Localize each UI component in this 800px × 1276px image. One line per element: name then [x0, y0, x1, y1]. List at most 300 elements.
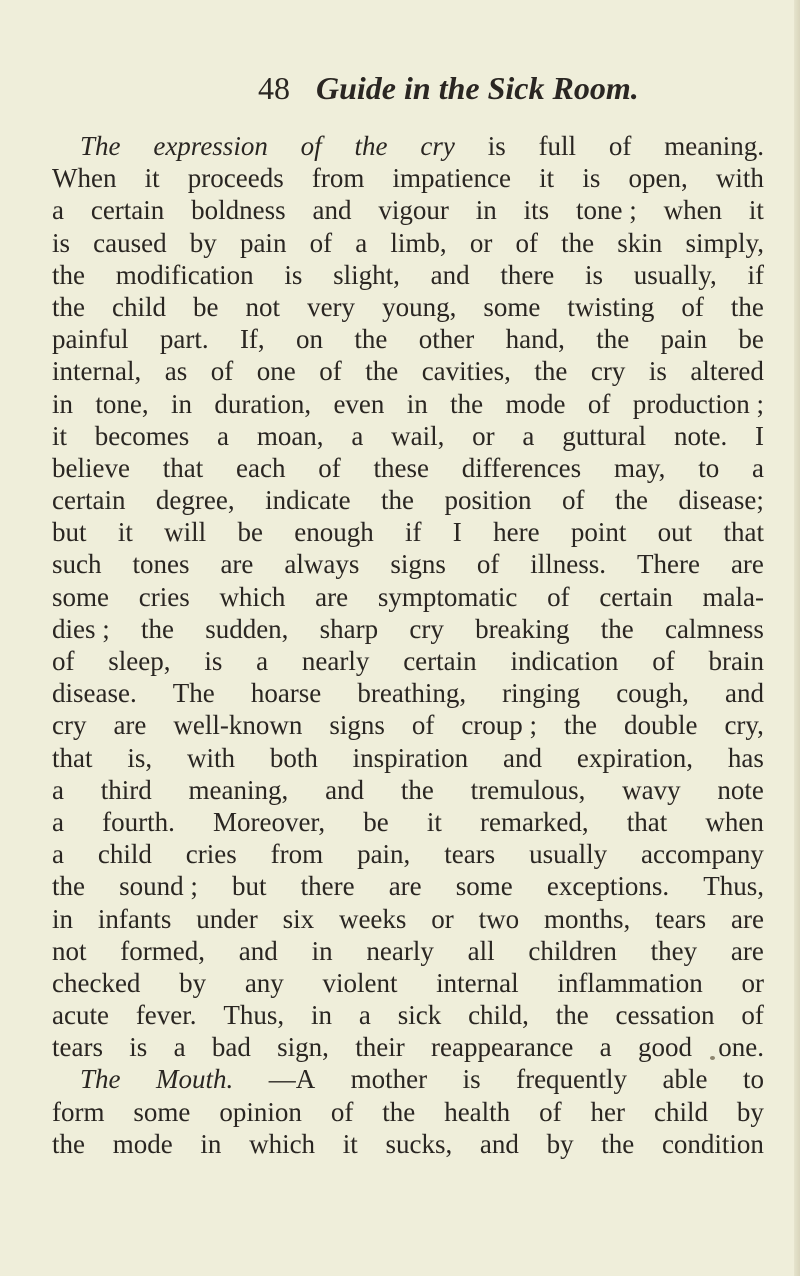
word: other	[418, 324, 475, 355]
word: the	[730, 291, 764, 322]
word: in	[52, 388, 74, 419]
word: If,	[239, 324, 265, 355]
word: the	[365, 356, 399, 387]
word: croup ;	[461, 710, 538, 741]
word: hoarse	[250, 678, 322, 709]
word: very	[307, 291, 356, 322]
word: one	[256, 356, 296, 387]
word: meaning,	[188, 774, 289, 805]
word: that	[162, 452, 204, 483]
word: a	[256, 646, 269, 676]
word: the	[564, 710, 598, 741]
word: months,	[544, 903, 631, 934]
word: remarked,	[479, 806, 589, 837]
word: are	[315, 581, 349, 612]
word: is	[582, 163, 601, 194]
word: vigour	[378, 195, 449, 226]
word: the	[52, 259, 85, 290]
word: expiration,	[576, 742, 694, 773]
word: exceptions.	[546, 871, 670, 902]
word: ringing	[502, 678, 581, 709]
word: a	[599, 1032, 612, 1063]
word: acute	[52, 1000, 109, 1031]
word: meaning.	[664, 131, 764, 161]
text-line	[52, 484, 764, 516]
word: in	[475, 195, 497, 226]
word: there	[500, 259, 555, 290]
word: which	[249, 1128, 316, 1159]
word: internal,	[52, 356, 142, 387]
word: tones	[132, 549, 190, 580]
italic-word: expression	[153, 131, 268, 161]
word: fever.	[135, 1000, 197, 1031]
text-line	[52, 999, 764, 1031]
word: the	[555, 1000, 589, 1031]
word: a	[355, 227, 368, 258]
text-line	[52, 1096, 764, 1128]
word: When	[52, 163, 117, 194]
page-number: 48	[258, 70, 290, 106]
word: both	[269, 742, 318, 773]
text-line	[52, 645, 764, 677]
word: the	[52, 1128, 85, 1159]
word: becomes	[94, 420, 190, 451]
text-line	[52, 420, 764, 452]
text-line	[52, 870, 764, 902]
text-line	[52, 1031, 764, 1063]
word: by	[179, 967, 207, 998]
word: are	[730, 549, 764, 580]
word: cries	[185, 839, 237, 870]
word: of	[309, 227, 333, 258]
text-line	[52, 162, 764, 194]
ink-speck	[710, 1056, 715, 1060]
word: of	[547, 581, 570, 612]
word: all	[467, 935, 495, 966]
word: the	[596, 324, 630, 355]
word: the	[52, 291, 85, 322]
text-line	[52, 581, 764, 613]
word: symptomatic	[377, 581, 518, 612]
word: pain,	[357, 839, 411, 870]
word: signs	[329, 710, 385, 741]
word: by	[546, 1128, 574, 1159]
word: internal	[436, 967, 519, 998]
word: usually	[529, 839, 608, 870]
text-line	[52, 516, 764, 548]
word: even	[333, 388, 385, 419]
word: moan,	[256, 420, 324, 451]
word: dies ;	[52, 613, 110, 644]
word: out	[657, 517, 693, 548]
word: of	[476, 549, 500, 580]
word: tears	[52, 1032, 103, 1063]
word: in	[52, 903, 74, 934]
text-line	[52, 130, 764, 162]
word: note.	[673, 420, 728, 451]
word: the	[534, 356, 568, 387]
word: but	[231, 871, 267, 902]
word: has	[727, 742, 764, 773]
word: it	[539, 163, 555, 194]
word: by	[736, 1096, 764, 1127]
word: hand,	[505, 324, 565, 355]
word: cry,	[724, 710, 764, 741]
word: a	[52, 839, 64, 870]
word: part.	[159, 324, 209, 355]
word: the	[600, 613, 634, 644]
word: be	[193, 291, 219, 322]
word: modification	[115, 259, 254, 290]
word: there	[300, 871, 355, 902]
text-line	[52, 742, 764, 774]
word: if	[405, 517, 422, 548]
word: young,	[382, 291, 457, 322]
word: is	[52, 227, 71, 258]
word: to	[742, 1064, 764, 1095]
word: disease.	[52, 678, 137, 709]
word: a	[522, 420, 535, 451]
word: in	[311, 1000, 333, 1031]
word: formed,	[120, 935, 206, 966]
word: or	[431, 903, 454, 934]
word: pain	[660, 324, 708, 355]
word: frequently	[516, 1064, 628, 1095]
italic-word: cry	[420, 131, 455, 161]
word: point	[570, 517, 627, 548]
word: be	[738, 324, 764, 355]
word: sharp	[319, 613, 379, 644]
word: of	[587, 388, 611, 419]
word: their	[355, 1032, 405, 1063]
word: of	[318, 452, 341, 483]
word: is	[648, 356, 667, 387]
word: duration,	[214, 388, 312, 419]
word: cry	[590, 356, 626, 387]
word: cry	[409, 613, 444, 644]
word: violent	[322, 967, 398, 998]
word: but	[52, 517, 87, 548]
word: tears	[655, 903, 707, 934]
word: child	[97, 839, 152, 870]
italic-word: of	[300, 131, 322, 161]
word: of	[411, 710, 435, 741]
word: with	[186, 742, 235, 773]
word: if	[747, 259, 764, 290]
word: painful	[52, 324, 129, 355]
word: open,	[628, 163, 688, 194]
text-line	[52, 227, 764, 259]
word: when	[705, 806, 764, 837]
word: tears	[444, 839, 496, 870]
word: I	[754, 420, 764, 451]
word: wavy	[622, 774, 681, 805]
text-line	[52, 388, 764, 420]
word: opinion	[219, 1096, 302, 1127]
word: disease;	[678, 485, 764, 516]
word: good	[637, 1032, 692, 1063]
word: the	[601, 1128, 635, 1159]
word: a	[751, 452, 764, 483]
text-line	[52, 774, 764, 806]
word: are	[113, 710, 147, 741]
text-line	[52, 291, 764, 323]
word: There	[637, 549, 700, 580]
italic-word: The	[80, 131, 121, 161]
word: in	[170, 388, 192, 419]
word: and	[312, 195, 352, 226]
word: a	[52, 774, 64, 805]
word: that	[723, 517, 764, 548]
word: it	[52, 420, 68, 451]
word: reappearance	[430, 1032, 574, 1063]
word: in	[311, 935, 333, 966]
word: —A	[268, 1064, 316, 1095]
word: health	[444, 1096, 511, 1127]
word: certain	[90, 195, 165, 226]
word: The	[172, 678, 215, 709]
word: the	[400, 774, 434, 805]
word: calmness	[664, 613, 764, 644]
word: by	[189, 227, 217, 258]
word: of	[210, 356, 234, 387]
word: the	[140, 613, 174, 644]
word: indicate	[265, 485, 351, 516]
word: is	[129, 1032, 148, 1063]
word: is	[462, 1064, 481, 1095]
word: degree,	[155, 485, 235, 516]
word: checked	[52, 967, 141, 998]
word: nearly	[301, 646, 370, 676]
word: child	[112, 291, 167, 322]
word: are	[220, 549, 254, 580]
word: Thus,	[703, 871, 764, 902]
word: one.	[718, 1032, 764, 1063]
word: with	[715, 163, 764, 194]
word: cries	[138, 581, 190, 612]
italic-word: the	[354, 131, 388, 161]
word: certain	[599, 581, 673, 612]
word: signs	[390, 549, 446, 580]
word: form	[52, 1096, 105, 1127]
word: it	[748, 195, 764, 226]
word: be	[237, 517, 263, 548]
word: any	[244, 967, 284, 998]
word: as	[164, 356, 188, 387]
word: child,	[468, 1000, 529, 1031]
word: some	[52, 581, 109, 612]
word: a	[358, 1000, 371, 1031]
word: when	[663, 195, 723, 226]
italic-word: The	[80, 1064, 121, 1095]
italic-word: Mouth.	[155, 1064, 234, 1095]
word: her	[590, 1096, 626, 1127]
word: accompany	[641, 839, 764, 870]
word: third	[100, 774, 152, 805]
text-line	[52, 903, 764, 935]
text-line	[52, 1128, 764, 1160]
word: a	[52, 195, 64, 226]
word: under	[196, 903, 258, 934]
word: mode	[112, 1128, 173, 1159]
word: and	[238, 935, 278, 966]
word: cessation	[615, 1000, 715, 1031]
word: sound ;	[119, 871, 198, 902]
word: tone ;	[575, 195, 637, 226]
word: sudden,	[205, 613, 289, 644]
word: able	[662, 1064, 708, 1095]
word: usually,	[633, 259, 717, 290]
word: illness.	[530, 549, 607, 580]
word: certain	[52, 485, 126, 516]
word: will	[164, 517, 207, 548]
word: of	[539, 1096, 562, 1127]
text-line	[52, 806, 764, 838]
word: inspiration	[352, 742, 469, 773]
word: in	[200, 1128, 222, 1159]
text-line	[52, 194, 764, 226]
word: is	[284, 259, 303, 290]
word: sign,	[277, 1032, 329, 1063]
word: brain	[708, 646, 764, 676]
word: some	[133, 1096, 191, 1127]
word: are	[730, 903, 764, 934]
word: certain	[403, 646, 477, 676]
word: it	[342, 1128, 358, 1159]
word: it	[426, 806, 442, 837]
word: double	[623, 710, 698, 741]
word: may,	[613, 452, 666, 483]
text-line	[52, 613, 764, 645]
word: cough,	[616, 678, 689, 709]
word: guttural	[562, 420, 647, 451]
word: of	[319, 356, 342, 387]
word: condition	[661, 1128, 764, 1159]
word: well-known	[173, 710, 303, 741]
word: the	[382, 1096, 416, 1127]
word: of	[741, 1000, 764, 1031]
word: the	[52, 871, 85, 902]
word: or	[741, 967, 764, 998]
text-line	[52, 259, 764, 291]
word: the	[614, 485, 648, 516]
word: and	[325, 774, 365, 805]
word: fourth.	[102, 806, 175, 837]
word: it	[117, 517, 133, 548]
word: a	[173, 1032, 186, 1063]
word: I	[452, 517, 462, 548]
word: children	[528, 935, 617, 966]
running-title: Guide in the Sick Room.	[316, 70, 639, 106]
word: the	[381, 485, 415, 516]
word: a	[52, 806, 64, 837]
text-line	[52, 452, 764, 484]
word: nearly	[366, 935, 434, 966]
word: a	[217, 420, 230, 451]
word: full	[538, 131, 577, 161]
word: each	[236, 452, 286, 483]
word: limb,	[390, 227, 447, 258]
word: it	[144, 163, 160, 194]
text-line	[52, 1063, 764, 1095]
word: and	[725, 678, 764, 709]
word: is	[204, 646, 223, 676]
word: be	[363, 806, 389, 837]
word: that	[626, 806, 668, 837]
word: of	[515, 227, 538, 258]
word: sucks,	[385, 1128, 453, 1159]
word: production ;	[632, 388, 764, 419]
word: the	[561, 227, 595, 258]
word: mother	[350, 1064, 428, 1095]
word: or	[469, 227, 493, 258]
word: bad	[211, 1032, 251, 1063]
word: from	[270, 839, 324, 870]
word: not	[245, 291, 281, 322]
word: here	[493, 517, 540, 548]
word: cry	[52, 710, 87, 741]
word: note	[717, 774, 764, 805]
running-head	[0, 66, 800, 110]
word: these	[373, 452, 429, 483]
word: of	[561, 485, 585, 516]
word: breathing,	[357, 678, 467, 709]
word: are	[730, 935, 764, 966]
text-line	[52, 838, 764, 870]
word: always	[284, 549, 360, 580]
word: slight,	[333, 259, 400, 290]
text-line	[52, 548, 764, 580]
body-text	[52, 130, 764, 1160]
word: Thus,	[223, 1000, 285, 1031]
word: breaking	[475, 613, 570, 644]
word: simply,	[685, 227, 764, 258]
word: tone,	[95, 388, 149, 419]
word: mala-	[702, 581, 764, 612]
word: of	[652, 646, 675, 676]
word: of	[330, 1096, 354, 1127]
word: of	[52, 646, 75, 676]
word: differences	[461, 452, 582, 483]
word: is	[585, 259, 604, 290]
word: mode	[505, 388, 566, 419]
word: enough	[294, 517, 374, 548]
word: two	[478, 903, 520, 934]
word: they	[650, 935, 698, 966]
word: tremulous,	[470, 774, 586, 805]
word: impatience	[392, 163, 511, 194]
word: of	[608, 131, 632, 161]
word: cavities,	[421, 356, 511, 387]
text-line	[52, 355, 764, 387]
text-line	[52, 677, 764, 709]
word: sleep,	[108, 646, 171, 676]
word: its	[523, 195, 550, 226]
word: a	[351, 420, 364, 451]
word: on	[296, 324, 324, 355]
word: that	[52, 742, 93, 773]
word: is,	[127, 742, 153, 773]
word: the	[354, 324, 388, 355]
word: weeks	[338, 903, 407, 934]
word: inflammation	[557, 967, 703, 998]
word: altered	[690, 356, 764, 387]
text-line	[52, 967, 764, 999]
word: some	[483, 291, 541, 322]
word: and	[430, 259, 470, 290]
word: from	[311, 163, 365, 194]
word: pain	[239, 227, 287, 258]
